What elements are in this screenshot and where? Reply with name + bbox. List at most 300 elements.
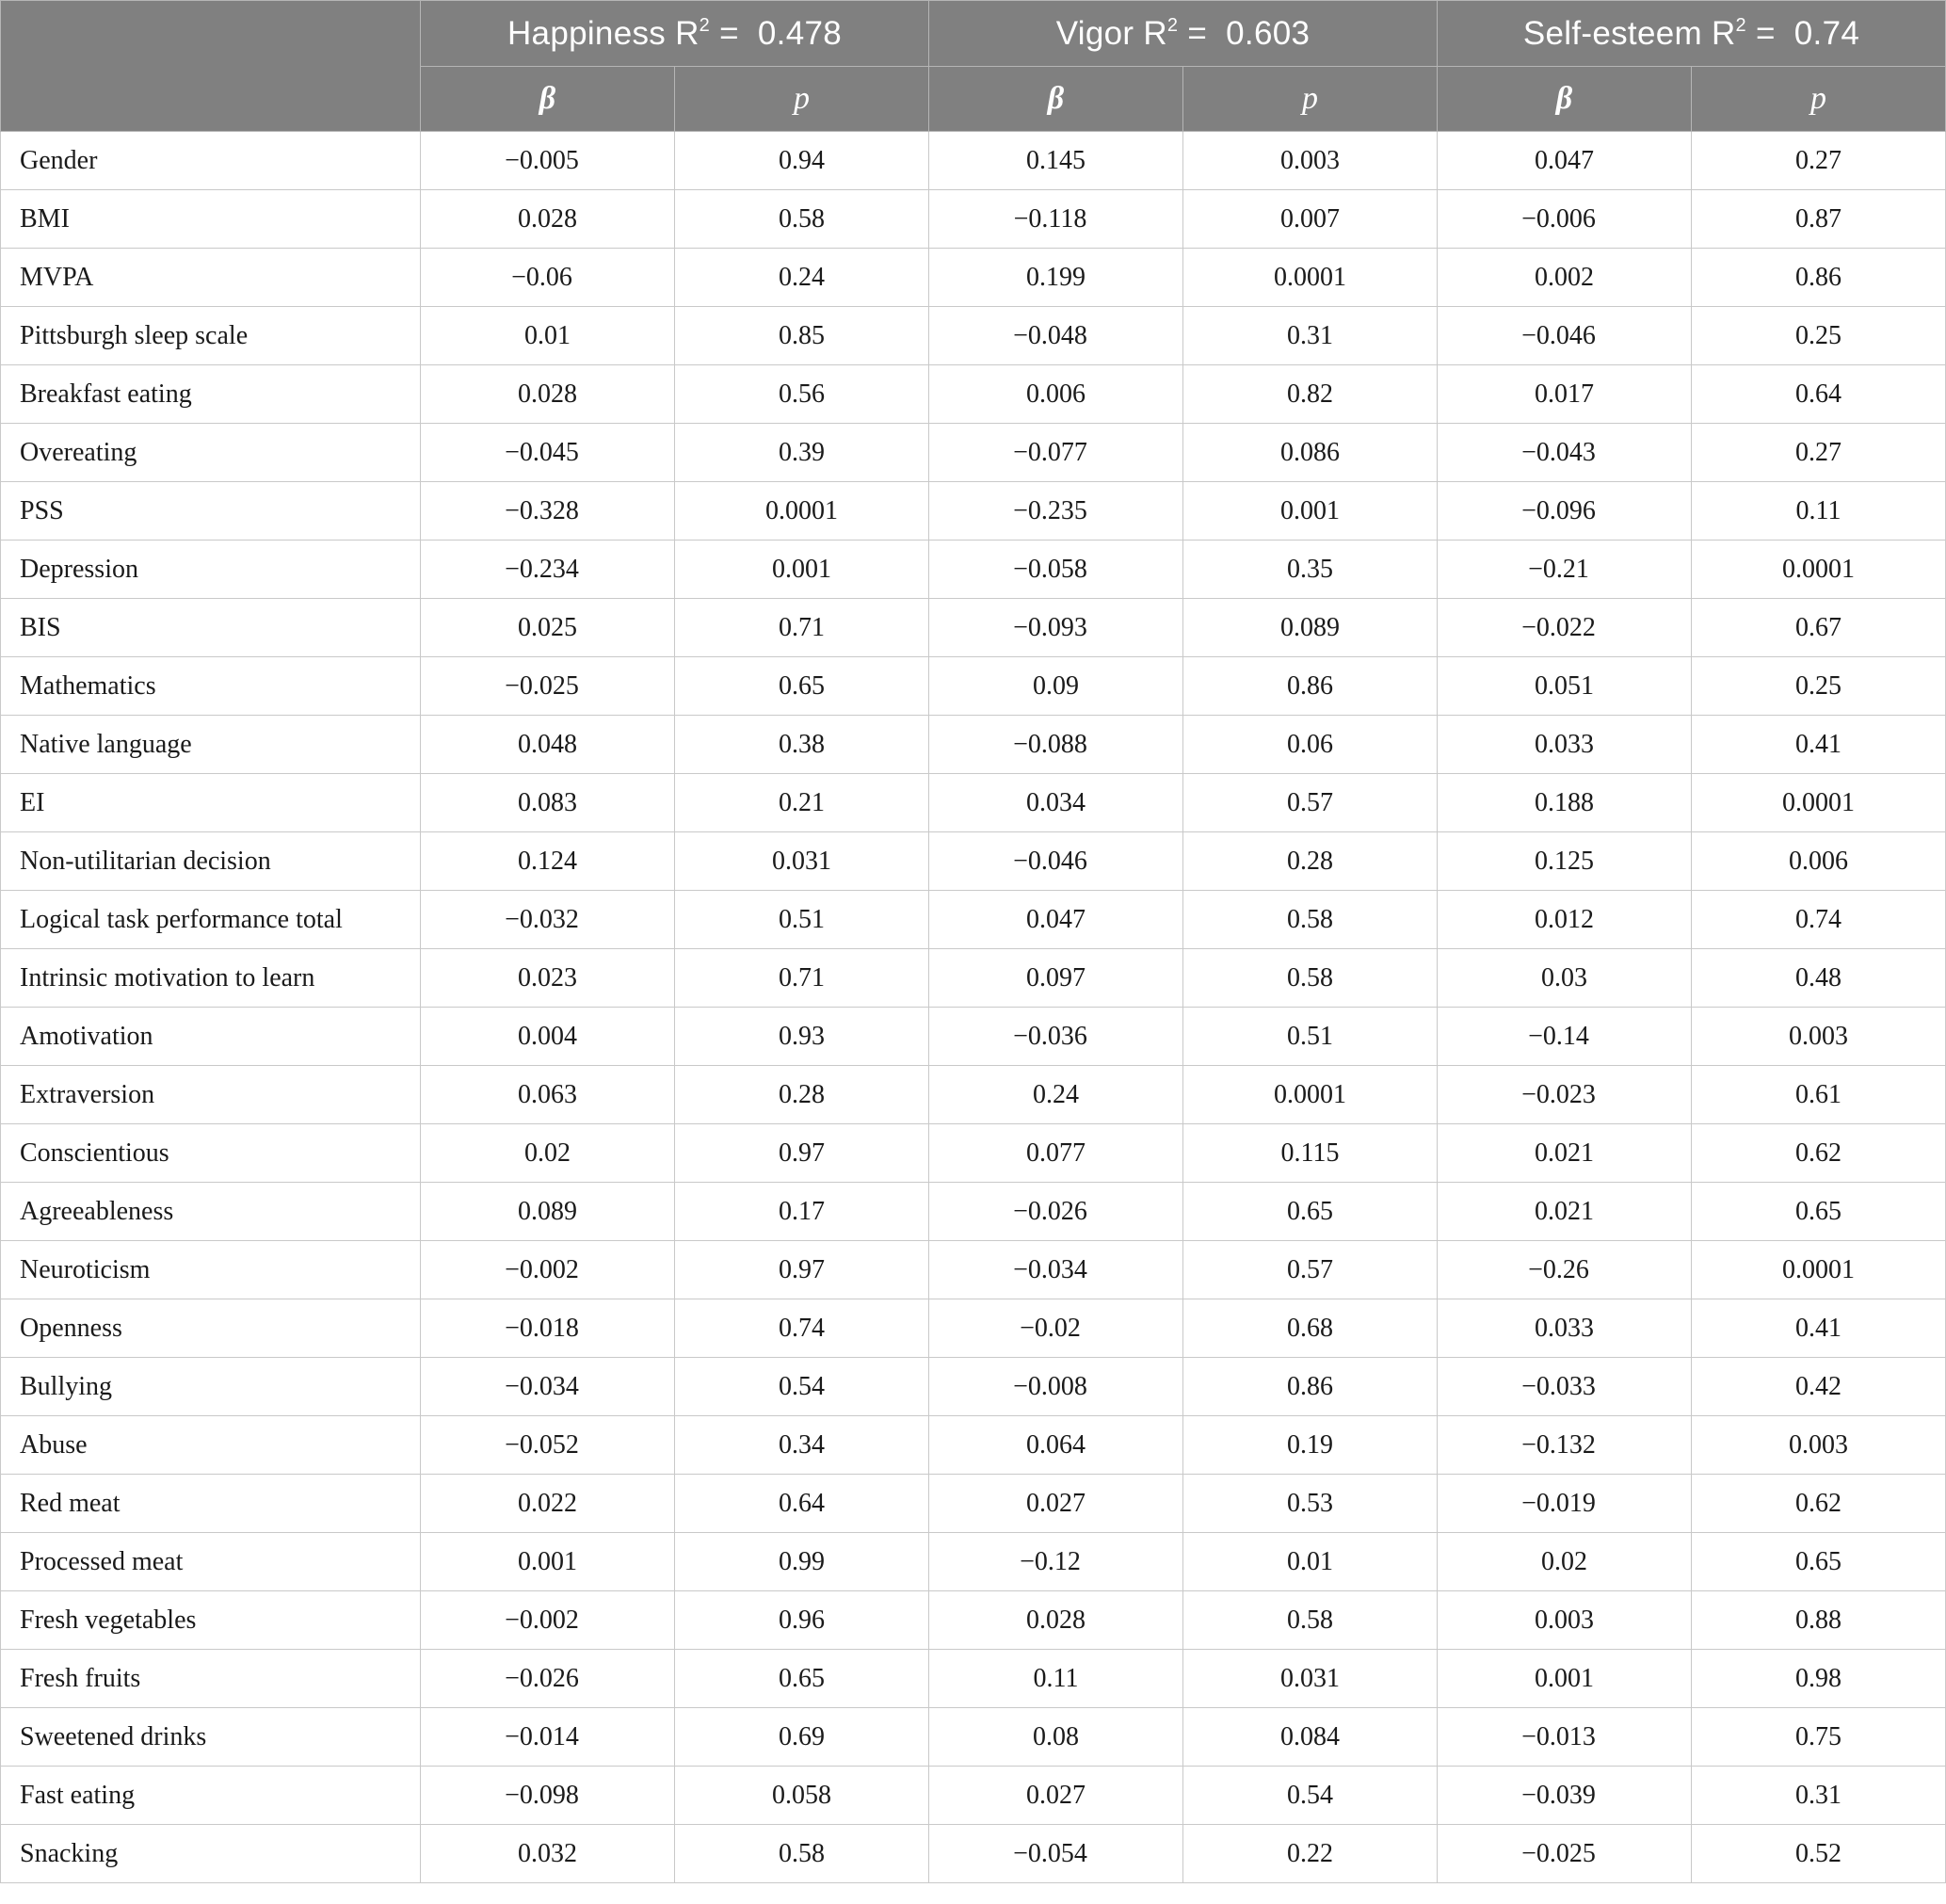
- cell-vigor-p: [1183, 307, 1438, 365]
- cell-value: −0.12: [1020, 1546, 1081, 1576]
- cell-value: 0.62: [1795, 1488, 1841, 1518]
- cell-value: 0.02: [1541, 1546, 1587, 1576]
- cell-value: 0.69: [779, 1721, 825, 1751]
- cell-value: 0.65: [1795, 1196, 1841, 1226]
- table-row: [1, 1008, 1946, 1066]
- header-corner-cell: [1, 1, 421, 132]
- cell-value: −0.026: [1013, 1196, 1087, 1226]
- cell-value: 0.58: [1287, 1605, 1333, 1635]
- row-label: Non-utilitarian decision: [1, 832, 421, 891]
- cell-happiness-p: [675, 132, 929, 190]
- cell-value: −0.046: [1521, 320, 1596, 350]
- cell-self-esteem-p: [1692, 891, 1946, 949]
- cell-value: 0.0001: [1782, 554, 1855, 584]
- cell-value: 0.65: [1795, 1546, 1841, 1576]
- cell-value: 0.27: [1795, 145, 1841, 175]
- cell-value: 0.68: [1287, 1313, 1333, 1343]
- row-label: PSS: [1, 482, 421, 541]
- cell-happiness-p: [675, 1299, 929, 1358]
- cell-value: 0.52: [1795, 1838, 1841, 1868]
- cell-happiness-p: [675, 249, 929, 307]
- cell-value: 0.31: [1795, 1780, 1841, 1810]
- cell-value: −0.002: [505, 1605, 579, 1635]
- table-row: [1, 1591, 1946, 1650]
- cell-happiness-beta: [421, 1358, 675, 1416]
- cell-self-esteem-p: [1692, 1241, 1946, 1299]
- cell-happiness-p: [675, 1825, 929, 1883]
- cell-value: −0.045: [505, 437, 579, 467]
- cell-happiness-beta: [421, 1591, 675, 1650]
- cell-vigor-beta: [929, 1008, 1183, 1066]
- cell-vigor-beta: [929, 1533, 1183, 1591]
- row-label: Sweetened drinks: [1, 1708, 421, 1767]
- cell-happiness-p: [675, 1591, 929, 1650]
- cell-value: 0.022: [518, 1488, 577, 1518]
- cell-self-esteem-p: [1692, 190, 1946, 249]
- cell-value: −0.036: [1013, 1021, 1087, 1051]
- cell-happiness-p: [675, 1124, 929, 1183]
- cell-self-esteem-beta: [1438, 482, 1692, 541]
- cell-happiness-beta: [421, 599, 675, 657]
- cell-value: 0.42: [1795, 1371, 1841, 1401]
- cell-vigor-beta: [929, 307, 1183, 365]
- cell-self-esteem-beta: [1438, 891, 1692, 949]
- cell-self-esteem-beta: [1438, 1767, 1692, 1825]
- row-label: Red meat: [1, 1475, 421, 1533]
- cell-self-esteem-p: [1692, 1825, 1946, 1883]
- cell-value: −0.26: [1528, 1254, 1589, 1284]
- cell-self-esteem-p: [1692, 132, 1946, 190]
- row-label: Processed meat: [1, 1533, 421, 1591]
- cell-value: −0.034: [1013, 1254, 1087, 1284]
- table-row: [1, 1650, 1946, 1708]
- table-row: [1, 1533, 1946, 1591]
- cell-happiness-beta: [421, 1825, 675, 1883]
- cell-self-esteem-p: [1692, 249, 1946, 307]
- cell-vigor-p: [1183, 1416, 1438, 1475]
- cell-value: 0.027: [1026, 1488, 1086, 1518]
- cell-value: −0.043: [1521, 437, 1596, 467]
- cell-value: 0.08: [1033, 1721, 1079, 1751]
- header-p-self-esteem: p: [1692, 67, 1946, 132]
- cell-happiness-p: [675, 1241, 929, 1299]
- cell-vigor-beta: [929, 1358, 1183, 1416]
- cell-self-esteem-beta: [1438, 132, 1692, 190]
- cell-value: 0.51: [1287, 1021, 1333, 1051]
- cell-vigor-p: [1183, 949, 1438, 1008]
- cell-value: 0.86: [1287, 670, 1333, 701]
- cell-self-esteem-beta: [1438, 1650, 1692, 1708]
- cell-value: −0.132: [1521, 1429, 1596, 1460]
- cell-vigor-p: [1183, 774, 1438, 832]
- table-row: [1, 307, 1946, 365]
- cell-vigor-p: [1183, 1708, 1438, 1767]
- cell-self-esteem-beta: [1438, 1533, 1692, 1591]
- cell-value: 0.86: [1795, 262, 1841, 292]
- cell-value: 0.57: [1287, 1254, 1333, 1284]
- cell-value: −0.025: [1521, 1838, 1596, 1868]
- cell-value: 0.17: [779, 1196, 825, 1226]
- cell-value: 0.031: [1280, 1663, 1340, 1693]
- cell-happiness-p: [675, 1767, 929, 1825]
- cell-value: 0.01: [1287, 1546, 1333, 1576]
- row-label: Pittsburgh sleep scale: [1, 307, 421, 365]
- cell-value: −0.018: [505, 1313, 579, 1343]
- cell-self-esteem-p: [1692, 1358, 1946, 1416]
- cell-value: −0.025: [505, 670, 579, 701]
- cell-happiness-p: [675, 1358, 929, 1416]
- cell-happiness-beta: [421, 1241, 675, 1299]
- cell-happiness-beta: [421, 1416, 675, 1475]
- cell-value: 0.033: [1535, 729, 1594, 759]
- cell-self-esteem-p: [1692, 1124, 1946, 1183]
- cell-vigor-p: [1183, 1066, 1438, 1124]
- cell-vigor-p: [1183, 1767, 1438, 1825]
- cell-value: −0.058: [1013, 554, 1087, 584]
- cell-value: 0.56: [779, 379, 825, 409]
- table-row: [1, 1475, 1946, 1533]
- cell-value: 0.021: [1535, 1138, 1594, 1168]
- cell-value: 0.063: [518, 1079, 577, 1109]
- cell-happiness-beta: [421, 307, 675, 365]
- cell-vigor-beta: [929, 832, 1183, 891]
- cell-value: 0.048: [518, 729, 577, 759]
- header-group-happiness: Happiness $R^2 = 0.478$: [421, 1, 929, 67]
- cell-value: 0.93: [779, 1021, 825, 1051]
- row-label: BMI: [1, 190, 421, 249]
- cell-vigor-p: [1183, 832, 1438, 891]
- row-label: Native language: [1, 716, 421, 774]
- row-label: Amotivation: [1, 1008, 421, 1066]
- cell-happiness-beta: [421, 832, 675, 891]
- cell-happiness-p: [675, 1008, 929, 1066]
- cell-vigor-beta: [929, 1650, 1183, 1708]
- cell-value: 0.001: [518, 1546, 577, 1576]
- cell-value: 0.58: [1287, 962, 1333, 992]
- cell-value: 0.028: [518, 379, 577, 409]
- cell-value: 0.09: [1033, 670, 1079, 701]
- cell-value: 0.06: [1287, 729, 1333, 759]
- cell-value: 0.003: [1789, 1021, 1848, 1051]
- cell-value: 0.01: [524, 320, 571, 350]
- cell-value: −0.093: [1013, 612, 1087, 642]
- cell-happiness-p: [675, 1416, 929, 1475]
- cell-value: 0.96: [779, 1605, 825, 1635]
- row-label: Snacking: [1, 1825, 421, 1883]
- row-label: Fast eating: [1, 1767, 421, 1825]
- cell-value: −0.14: [1528, 1021, 1589, 1051]
- cell-value: 0.02: [524, 1138, 571, 1168]
- cell-vigor-beta: [929, 1066, 1183, 1124]
- row-label: Neuroticism: [1, 1241, 421, 1299]
- cell-happiness-p: [675, 1533, 929, 1591]
- cell-value: 0.98: [1795, 1663, 1841, 1693]
- cell-value: −0.033: [1521, 1371, 1596, 1401]
- cell-value: 0.11: [1033, 1663, 1079, 1693]
- cell-vigor-beta: [929, 1708, 1183, 1767]
- cell-value: −0.02: [1020, 1313, 1081, 1343]
- cell-value: 0.089: [1280, 612, 1340, 642]
- cell-value: 0.125: [1535, 846, 1594, 876]
- cell-vigor-beta: [929, 1241, 1183, 1299]
- cell-vigor-beta: [929, 541, 1183, 599]
- header-row-groups: [1, 1, 1946, 67]
- cell-self-esteem-beta: [1438, 1241, 1692, 1299]
- cell-vigor-p: [1183, 132, 1438, 190]
- cell-value: 0.0001: [765, 495, 838, 525]
- cell-self-esteem-p: [1692, 1708, 1946, 1767]
- cell-value: 0.0001: [1274, 262, 1346, 292]
- cell-happiness-beta: [421, 949, 675, 1008]
- cell-value: −0.088: [1013, 729, 1087, 759]
- table-row: [1, 1183, 1946, 1241]
- cell-value: 0.35: [1287, 554, 1333, 584]
- cell-value: 0.003: [1535, 1605, 1594, 1635]
- cell-value: 0.64: [1795, 379, 1841, 409]
- cell-value: −0.005: [505, 145, 579, 175]
- cell-value: 0.028: [518, 203, 577, 234]
- cell-happiness-beta: [421, 365, 675, 424]
- cell-vigor-p: [1183, 1241, 1438, 1299]
- cell-happiness-p: [675, 832, 929, 891]
- cell-value: 0.57: [1287, 787, 1333, 817]
- cell-value: 0.023: [518, 962, 577, 992]
- cell-self-esteem-p: [1692, 1650, 1946, 1708]
- cell-happiness-beta: [421, 1183, 675, 1241]
- cell-value: 0.083: [518, 787, 577, 817]
- cell-vigor-p: [1183, 424, 1438, 482]
- cell-value: 0.021: [1535, 1196, 1594, 1226]
- table-row: [1, 657, 1946, 716]
- header-p-happiness: p: [675, 67, 929, 132]
- header-group-self-esteem: Self-esteem $R^2 = 0.74$: [1438, 1, 1946, 67]
- table-row: [1, 1299, 1946, 1358]
- cell-value: 0.38: [779, 729, 825, 759]
- cell-self-esteem-p: [1692, 1299, 1946, 1358]
- cell-value: 0.033: [1535, 1313, 1594, 1343]
- cell-value: −0.098: [505, 1780, 579, 1810]
- row-label: Depression: [1, 541, 421, 599]
- cell-self-esteem-beta: [1438, 249, 1692, 307]
- cell-self-esteem-p: [1692, 541, 1946, 599]
- cell-vigor-p: [1183, 482, 1438, 541]
- header-beta-self-esteem: β: [1438, 67, 1692, 132]
- cell-value: 0.24: [779, 262, 825, 292]
- cell-value: 0.124: [518, 846, 577, 876]
- cell-self-esteem-beta: [1438, 1299, 1692, 1358]
- cell-value: 0.006: [1026, 379, 1086, 409]
- table-row: [1, 482, 1946, 541]
- cell-happiness-p: [675, 716, 929, 774]
- table-row: [1, 1416, 1946, 1475]
- cell-happiness-beta: [421, 657, 675, 716]
- cell-value: 0.71: [779, 612, 825, 642]
- cell-value: 0.032: [518, 1838, 577, 1868]
- cell-value: 0.086: [1280, 437, 1340, 467]
- cell-vigor-p: [1183, 1008, 1438, 1066]
- cell-value: 0.0001: [1782, 787, 1855, 817]
- cell-happiness-p: [675, 891, 929, 949]
- header-group-vigor: Vigor $R^2 = 0.603$: [929, 1, 1438, 67]
- table-header: [1, 1, 1946, 132]
- cell-value: 0.71: [779, 962, 825, 992]
- cell-value: 0.74: [779, 1313, 825, 1343]
- cell-value: 0.0001: [1274, 1079, 1346, 1109]
- cell-vigor-beta: [929, 1475, 1183, 1533]
- cell-value: 0.65: [1287, 1196, 1333, 1226]
- cell-self-esteem-p: [1692, 1008, 1946, 1066]
- cell-value: 0.11: [1795, 495, 1841, 525]
- cell-value: 0.03: [1541, 962, 1587, 992]
- cell-value: 0.0001: [1782, 1254, 1855, 1284]
- cell-value: 0.25: [1795, 670, 1841, 701]
- cell-happiness-p: [675, 541, 929, 599]
- cell-self-esteem-beta: [1438, 774, 1692, 832]
- cell-vigor-p: [1183, 190, 1438, 249]
- cell-value: 0.24: [1033, 1079, 1079, 1109]
- table-row: [1, 1124, 1946, 1183]
- cell-value: 0.48: [1795, 962, 1841, 992]
- cell-value: 0.86: [1287, 1371, 1333, 1401]
- cell-value: 0.88: [1795, 1605, 1841, 1635]
- cell-self-esteem-beta: [1438, 1124, 1692, 1183]
- cell-vigor-beta: [929, 132, 1183, 190]
- cell-value: 0.54: [779, 1371, 825, 1401]
- cell-value: 0.089: [518, 1196, 577, 1226]
- cell-value: 0.188: [1535, 787, 1594, 817]
- cell-value: 0.012: [1535, 904, 1594, 934]
- cell-value: 0.94: [779, 145, 825, 175]
- cell-self-esteem-beta: [1438, 1183, 1692, 1241]
- table-row: [1, 541, 1946, 599]
- cell-self-esteem-beta: [1438, 832, 1692, 891]
- cell-value: 0.21: [779, 787, 825, 817]
- cell-value: 0.39: [779, 437, 825, 467]
- table-row: [1, 949, 1946, 1008]
- cell-vigor-p: [1183, 1183, 1438, 1241]
- cell-vigor-beta: [929, 949, 1183, 1008]
- table-row: [1, 249, 1946, 307]
- cell-happiness-p: [675, 1183, 929, 1241]
- cell-happiness-beta: [421, 1708, 675, 1767]
- cell-value: −0.008: [1013, 1371, 1087, 1401]
- cell-value: 0.41: [1795, 729, 1841, 759]
- table-row: [1, 1767, 1946, 1825]
- cell-self-esteem-beta: [1438, 190, 1692, 249]
- cell-happiness-beta: [421, 1767, 675, 1825]
- cell-value: 0.001: [1280, 495, 1340, 525]
- table-row: [1, 599, 1946, 657]
- cell-value: −0.022: [1521, 612, 1596, 642]
- row-label: Overeating: [1, 424, 421, 482]
- cell-value: −0.026: [505, 1663, 579, 1693]
- row-label: Bullying: [1, 1358, 421, 1416]
- cell-happiness-p: [675, 482, 929, 541]
- cell-value: 0.003: [1280, 145, 1340, 175]
- table-row: [1, 1825, 1946, 1883]
- cell-value: 0.25: [1795, 320, 1841, 350]
- cell-self-esteem-beta: [1438, 1358, 1692, 1416]
- cell-self-esteem-p: [1692, 1475, 1946, 1533]
- cell-value: −0.014: [505, 1721, 579, 1751]
- cell-value: 0.027: [1026, 1780, 1086, 1810]
- cell-vigor-p: [1183, 1124, 1438, 1183]
- cell-vigor-beta: [929, 424, 1183, 482]
- table-row: [1, 1241, 1946, 1299]
- cell-value: 0.51: [779, 904, 825, 934]
- cell-vigor-beta: [929, 1124, 1183, 1183]
- cell-value: 0.025: [518, 612, 577, 642]
- cell-happiness-beta: [421, 1475, 675, 1533]
- cell-value: 0.006: [1789, 846, 1848, 876]
- cell-vigor-beta: [929, 482, 1183, 541]
- cell-value: 0.051: [1535, 670, 1594, 701]
- cell-vigor-beta: [929, 1299, 1183, 1358]
- cell-value: −0.21: [1528, 554, 1589, 584]
- cell-happiness-beta: [421, 541, 675, 599]
- cell-value: 0.077: [1026, 1138, 1086, 1168]
- cell-value: 0.65: [779, 1663, 825, 1693]
- cell-happiness-beta: [421, 482, 675, 541]
- cell-self-esteem-beta: [1438, 1416, 1692, 1475]
- cell-value: −0.039: [1521, 1780, 1596, 1810]
- cell-self-esteem-beta: [1438, 599, 1692, 657]
- cell-value: −0.032: [505, 904, 579, 934]
- row-label: BIS: [1, 599, 421, 657]
- row-label: Breakfast eating: [1, 365, 421, 424]
- header-beta-happiness: β: [421, 67, 675, 132]
- cell-happiness-beta: [421, 1124, 675, 1183]
- cell-value: 0.058: [772, 1780, 831, 1810]
- cell-self-esteem-beta: [1438, 424, 1692, 482]
- cell-value: 0.031: [772, 846, 831, 876]
- cell-vigor-beta: [929, 249, 1183, 307]
- cell-vigor-beta: [929, 657, 1183, 716]
- cell-value: −0.048: [1013, 320, 1087, 350]
- cell-self-esteem-p: [1692, 949, 1946, 1008]
- cell-value: −0.019: [1521, 1488, 1596, 1518]
- cell-vigor-beta: [929, 1591, 1183, 1650]
- cell-value: 0.97: [779, 1254, 825, 1284]
- cell-self-esteem-p: [1692, 716, 1946, 774]
- cell-value: −0.118: [1013, 203, 1087, 234]
- row-label: Fresh vegetables: [1, 1591, 421, 1650]
- cell-happiness-p: [675, 307, 929, 365]
- cell-value: −0.013: [1521, 1721, 1596, 1751]
- cell-value: 0.67: [1795, 612, 1841, 642]
- cell-happiness-p: [675, 424, 929, 482]
- cell-self-esteem-beta: [1438, 1708, 1692, 1767]
- cell-happiness-p: [675, 365, 929, 424]
- cell-value: 0.27: [1795, 437, 1841, 467]
- table-row: [1, 891, 1946, 949]
- cell-value: 0.145: [1026, 145, 1086, 175]
- cell-self-esteem-beta: [1438, 307, 1692, 365]
- cell-value: −0.077: [1013, 437, 1087, 467]
- cell-vigor-beta: [929, 891, 1183, 949]
- cell-vigor-p: [1183, 891, 1438, 949]
- cell-value: 0.064: [1026, 1429, 1086, 1460]
- cell-value: 0.97: [779, 1138, 825, 1168]
- header-beta-vigor: β: [929, 67, 1183, 132]
- cell-value: −0.046: [1013, 846, 1087, 876]
- cell-value: 0.82: [1287, 379, 1333, 409]
- cell-self-esteem-beta: [1438, 1591, 1692, 1650]
- cell-value: 0.41: [1795, 1313, 1841, 1343]
- cell-self-esteem-p: [1692, 657, 1946, 716]
- row-label: MVPA: [1, 249, 421, 307]
- cell-self-esteem-p: [1692, 365, 1946, 424]
